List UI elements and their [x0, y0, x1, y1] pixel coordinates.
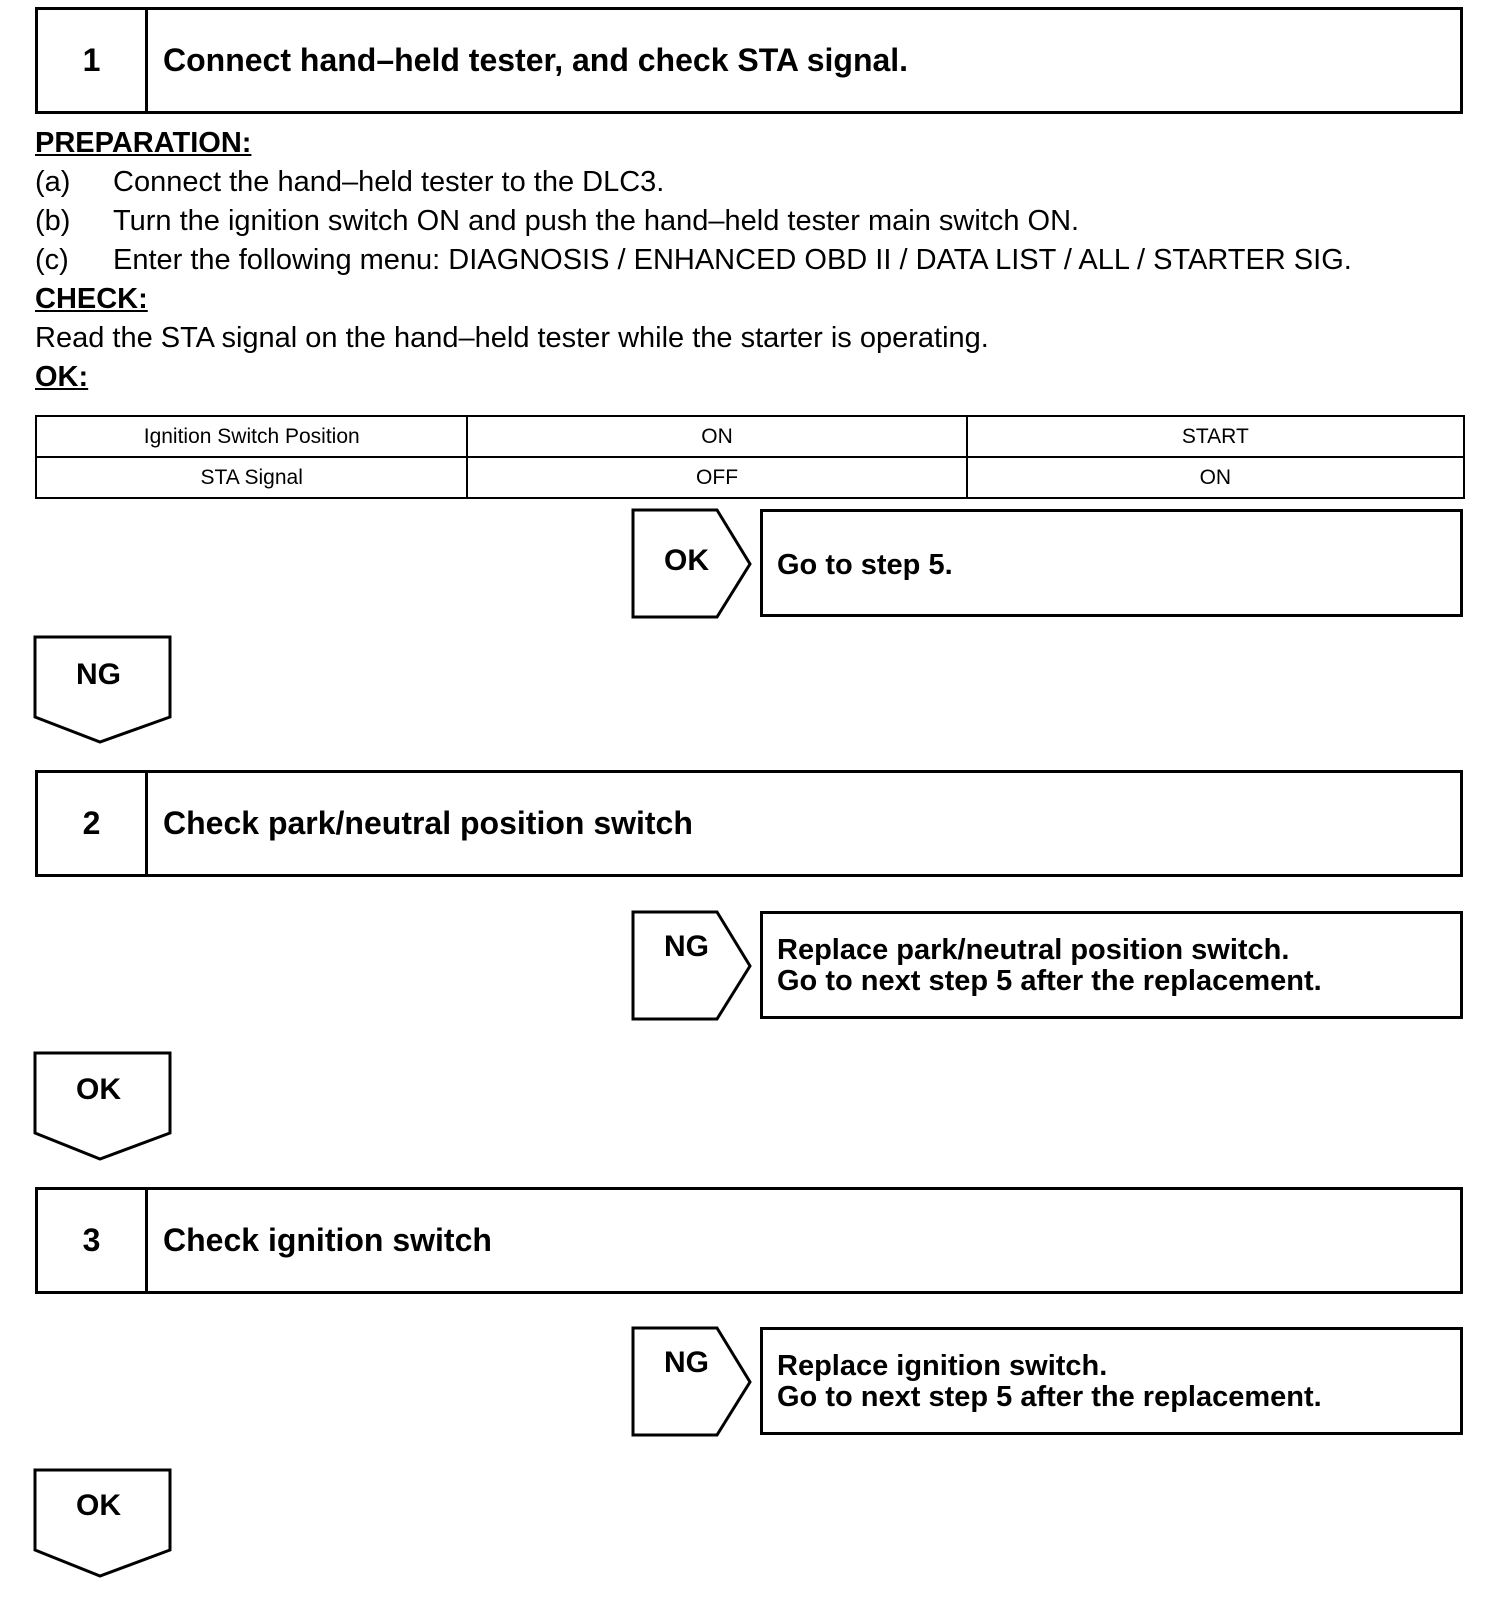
prep-text-b: Turn the ignition switch ON and push the hand–held tester main switch ON.: [113, 205, 1080, 237]
step1-ng-label: NG: [76, 658, 121, 691]
step2-ng-label: NG: [664, 930, 709, 963]
step-3-box: [35, 1187, 1463, 1294]
check-text: Read the STA signal on the hand–held tester while the starter is operating.: [35, 322, 989, 354]
table-cell: ON: [467, 416, 966, 457]
step1-ok-result-box: [760, 509, 1463, 617]
step-2-box: [35, 770, 1463, 877]
step-2-title: Check park/neutral position switch: [163, 805, 693, 841]
step-1-title: Connect hand–held tester, and check STA signal.: [163, 42, 909, 78]
step-3-title: Check ignition switch: [163, 1222, 492, 1258]
table-cell: Ignition Switch Position: [36, 416, 467, 457]
table-cell: OFF: [467, 457, 966, 498]
step3-ng-result-line-2: Go to next step 5 after the replacement.: [777, 1381, 1322, 1413]
table-cell: STA Signal: [36, 457, 467, 498]
check-heading: CHECK:: [35, 283, 148, 315]
step3-ng-result-box: [760, 1327, 1463, 1435]
step-3-number: 3: [38, 1190, 148, 1291]
step2-ng-result-box: [760, 911, 1463, 1019]
step2-ng-result-line-1: Replace park/neutral position switch.: [777, 934, 1290, 966]
ok-heading: OK:: [35, 361, 89, 393]
step1-ok-label: OK: [664, 544, 709, 577]
step3-ok-label: OK: [76, 1489, 121, 1522]
prep-text-a: Connect the hand–held tester to the DLC3.: [113, 166, 665, 198]
prep-text-c: Enter the following menu: DIAGNOSIS / ENHANCED OBD II / DATA LIST / ALL / STARTER SIG.: [113, 244, 1352, 276]
step-1-number: 1: [38, 10, 148, 111]
step2-ng-right-arrow: [633, 912, 750, 1019]
step3-ng-label: NG: [664, 1346, 709, 1379]
step2-ng-result-line-2: Go to next step 5 after the replacement.: [777, 965, 1322, 997]
prep-marker-c: (c): [35, 244, 69, 276]
step2-ok-label: OK: [76, 1073, 121, 1106]
step3-ng-right-arrow: [633, 1328, 750, 1435]
step1-ok-result-line-1: Go to step 5.: [777, 549, 953, 581]
prep-marker-a: (a): [35, 166, 71, 198]
table-cell: ON: [967, 457, 1464, 498]
preparation-heading: PREPARATION:: [35, 127, 252, 159]
step3-ng-result-line-1: Replace ignition switch.: [777, 1350, 1108, 1382]
table-cell: START: [967, 416, 1464, 457]
prep-marker-b: (b): [35, 205, 71, 237]
step-2-number: 2: [38, 773, 148, 874]
step3-ok-down-arrow: [35, 1470, 170, 1576]
